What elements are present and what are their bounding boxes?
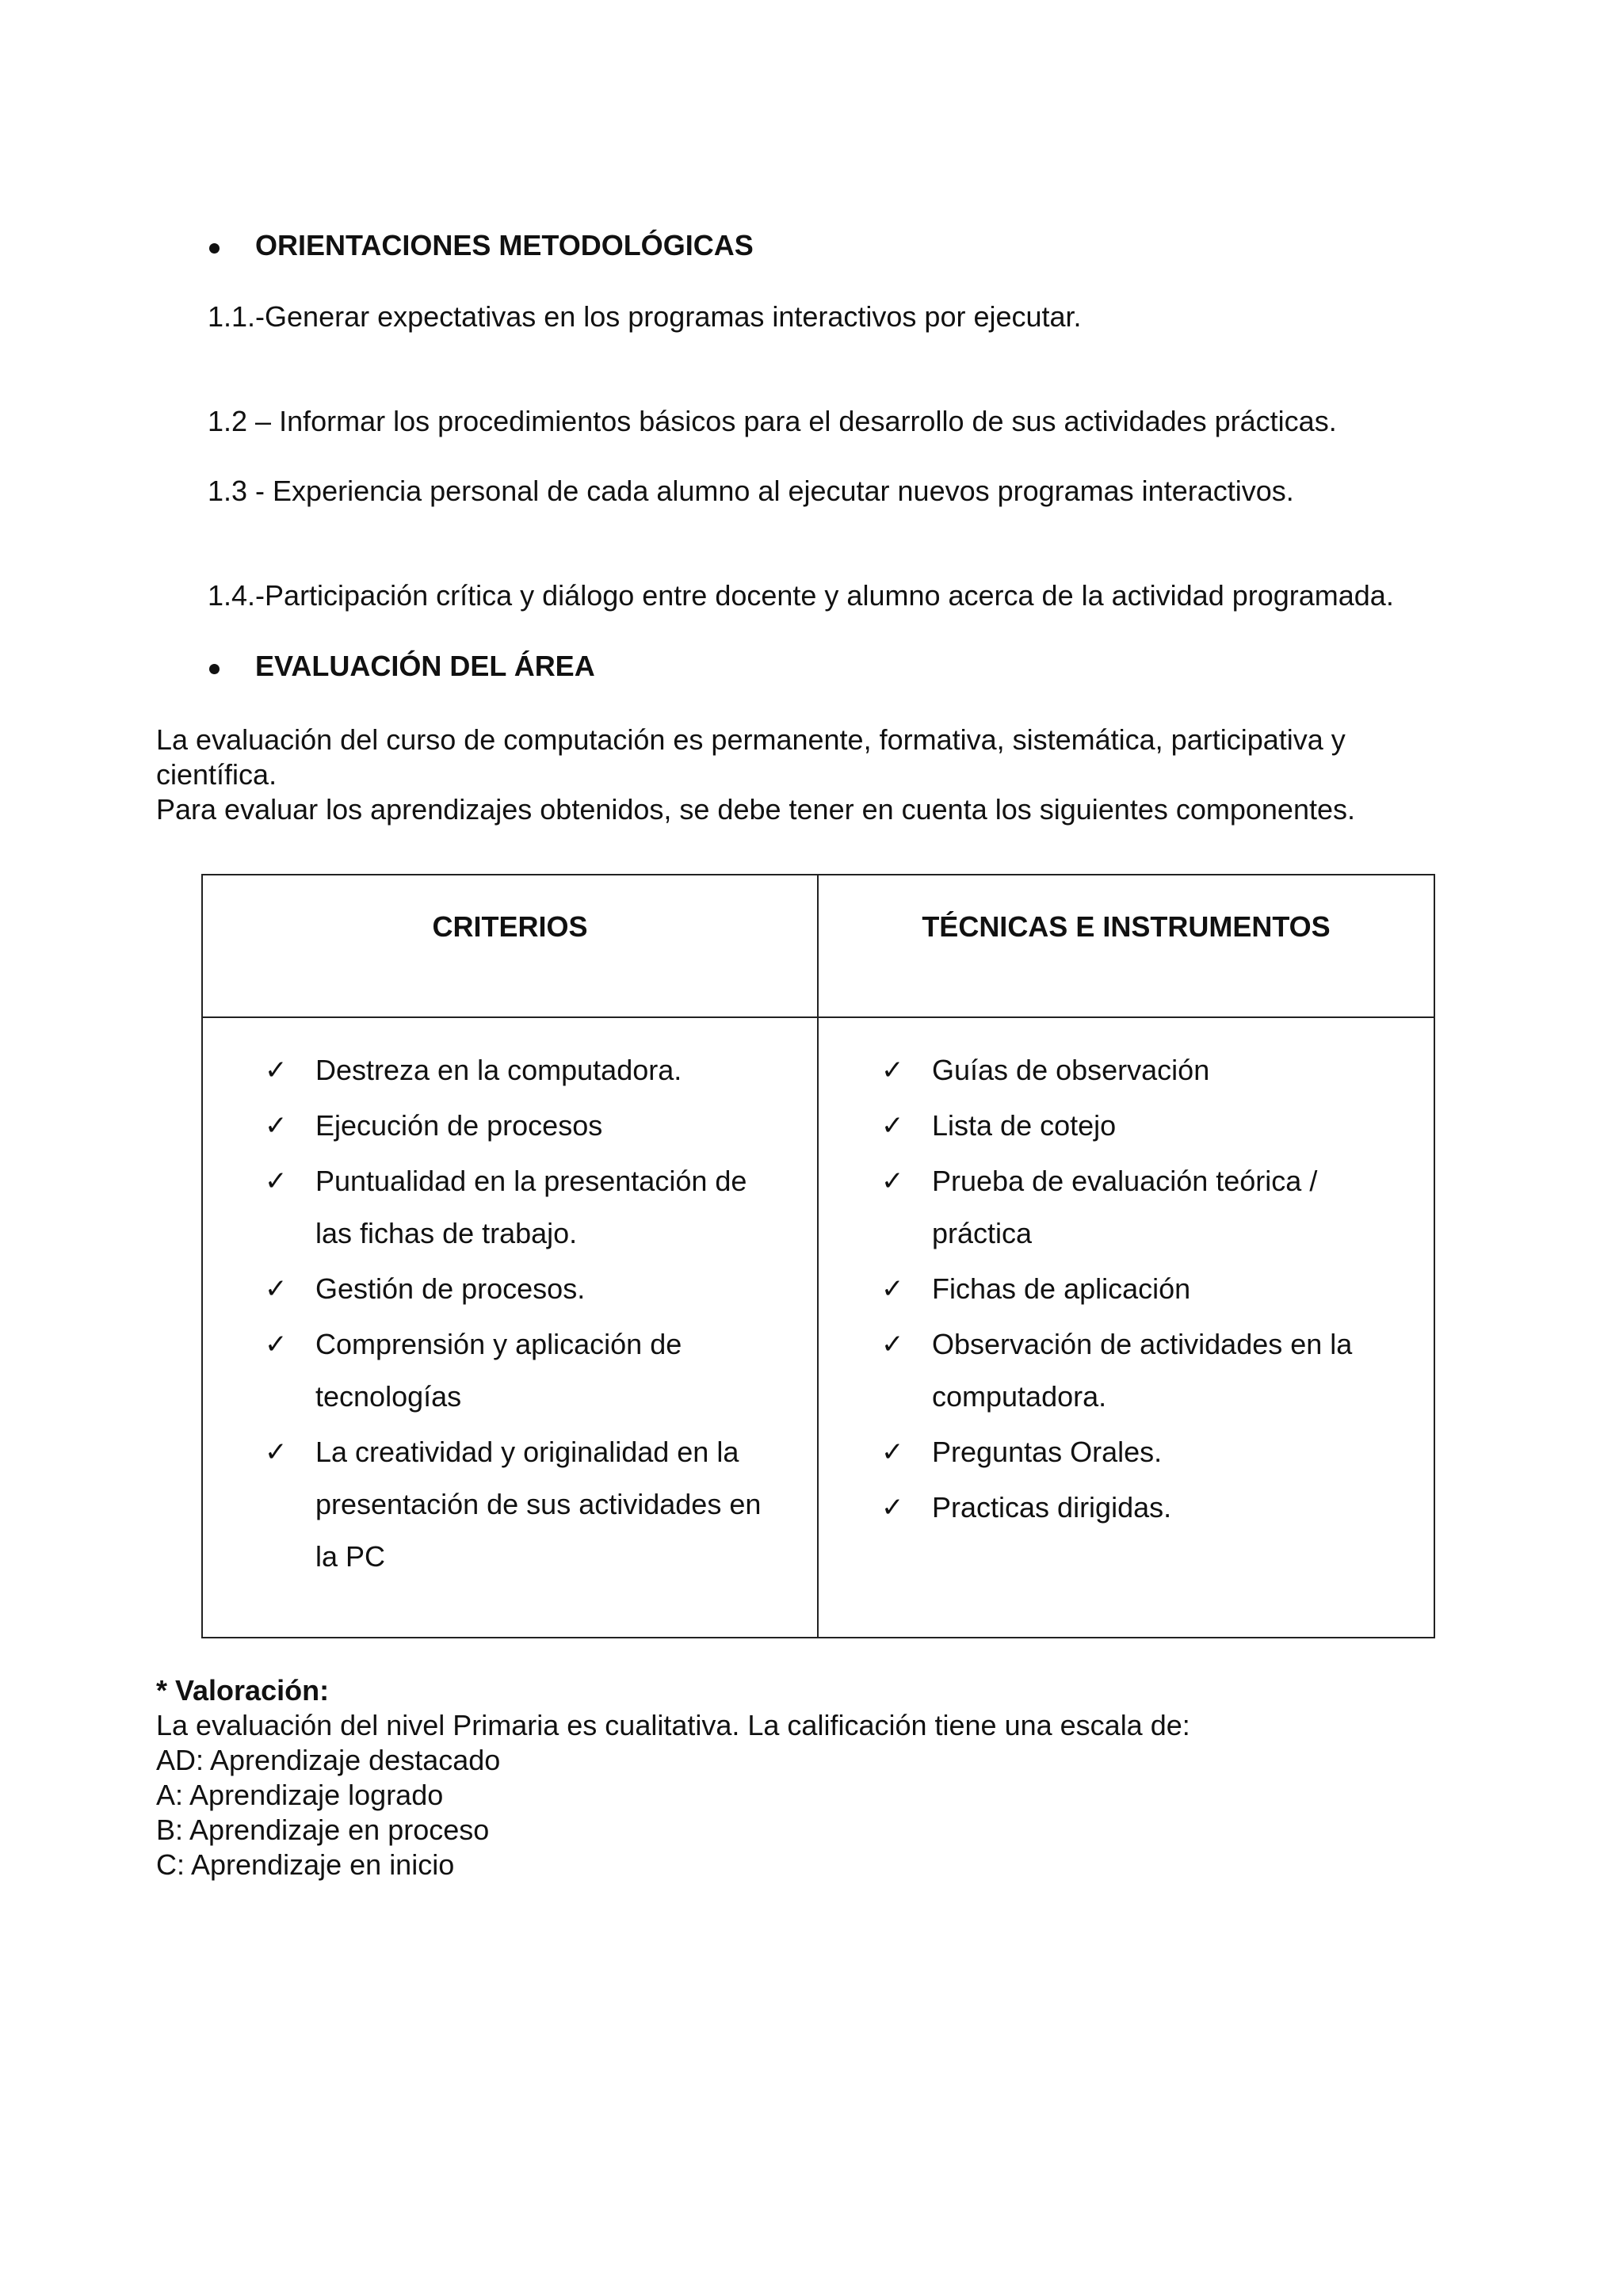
criterios-item-3-line-2: las fichas de trabajo.: [315, 1217, 578, 1249]
table-header-tecnicas: TÉCNICAS E INSTRUMENTOS: [922, 910, 1331, 943]
tecnicas-item-3-line-1: Prueba de evaluación teórica /: [932, 1165, 1318, 1197]
evaluacion-paragraph-line-3: Para evaluar los aprendizajes obtenidos, se debe tener en cuenta los siguientes componentes.: [156, 793, 1355, 826]
checkmark-icon: ✓: [265, 1110, 288, 1142]
orientacion-item-4: 1.4.-Participación crítica y diálogo entre docente y alumno acerca de la actividad programada.: [208, 579, 1394, 612]
valoracion-title: * Valoración:: [156, 1674, 330, 1707]
bullet-icon: [209, 243, 220, 254]
bullet-icon: [209, 664, 220, 674]
tecnicas-item-2: Lista de cotejo: [932, 1109, 1117, 1142]
criterios-item-3-line-1: Puntualidad en la presentación de: [315, 1165, 747, 1197]
checkmark-icon: ✓: [881, 1492, 904, 1524]
checkmark-icon: ✓: [265, 1165, 288, 1197]
valoracion-line-a: A: Aprendizaje logrado: [156, 1779, 444, 1811]
table-border-middle: [817, 874, 819, 1638]
checkmark-icon: ✓: [265, 1436, 288, 1468]
checkmark-icon: ✓: [265, 1055, 288, 1086]
checkmark-icon: ✓: [265, 1329, 288, 1360]
criterios-item-4: Gestión de procesos.: [315, 1272, 586, 1305]
tecnicas-item-6: Preguntas Orales.: [932, 1436, 1163, 1468]
criterios-item-2: Ejecución de procesos: [315, 1109, 603, 1142]
tecnicas-item-5-line-2: computadora.: [932, 1380, 1107, 1413]
valoracion-line-c: C: Aprendizaje en inicio: [156, 1848, 455, 1881]
tecnicas-item-5-line-1: Observación de actividades en la: [932, 1328, 1353, 1360]
evaluacion-paragraph-line-1: La evaluación del curso de computación es permanente, formativa, sistemática, participativa y: [156, 723, 1346, 756]
orientacion-item-2: 1.2 – Informar los procedimientos básicos para el desarrollo de sus actividades prácticas.: [208, 405, 1337, 437]
criterios-item-6-line-3: la PC: [315, 1540, 386, 1573]
criterios-item-5-line-1: Comprensión y aplicación de: [315, 1328, 682, 1360]
checkmark-icon: ✓: [881, 1273, 904, 1305]
criterios-item-1: Destreza en la computadora.: [315, 1054, 682, 1086]
checkmark-icon: ✓: [881, 1165, 904, 1197]
tecnicas-item-7: Practicas dirigidas.: [932, 1491, 1172, 1524]
checkmark-icon: ✓: [881, 1110, 904, 1142]
checkmark-icon: ✓: [881, 1436, 904, 1468]
section-title-evaluacion: EVALUACIÓN DEL ÁREA: [255, 650, 595, 682]
checkmark-icon: ✓: [881, 1055, 904, 1086]
checkmark-icon: ✓: [265, 1273, 288, 1305]
orientacion-item-1: 1.1.-Generar expectativas en los programas interactivos por ejecutar.: [208, 300, 1082, 333]
valoracion-line-ad: AD: Aprendizaje destacado: [156, 1744, 501, 1776]
checkmark-icon: ✓: [881, 1329, 904, 1360]
table-header-criterios: CRITERIOS: [432, 910, 588, 943]
tecnicas-item-4: Fichas de aplicación: [932, 1272, 1191, 1305]
valoracion-line-1: La evaluación del nivel Primaria es cualitativa. La calificación tiene una escala de:: [156, 1709, 1190, 1741]
section-title-orientaciones: ORIENTACIONES METODOLÓGICAS: [255, 229, 754, 261]
tecnicas-item-3-line-2: práctica: [932, 1217, 1033, 1249]
table-border-left: [201, 874, 203, 1638]
evaluacion-paragraph-line-2: científica.: [156, 758, 277, 791]
criterios-item-6-line-1: La creatividad y originalidad en la: [315, 1436, 739, 1468]
criterios-item-6-line-2: presentación de sus actividades en: [315, 1488, 762, 1520]
orientacion-item-3: 1.3 - Experiencia personal de cada alumno al ejecutar nuevos programas interactivos.: [208, 475, 1294, 507]
tecnicas-item-1: Guías de observación: [932, 1054, 1210, 1086]
criterios-item-5-line-2: tecnologías: [315, 1380, 462, 1413]
valoracion-line-b: B: Aprendizaje en proceso: [156, 1814, 490, 1846]
table-border-right: [1434, 874, 1435, 1638]
